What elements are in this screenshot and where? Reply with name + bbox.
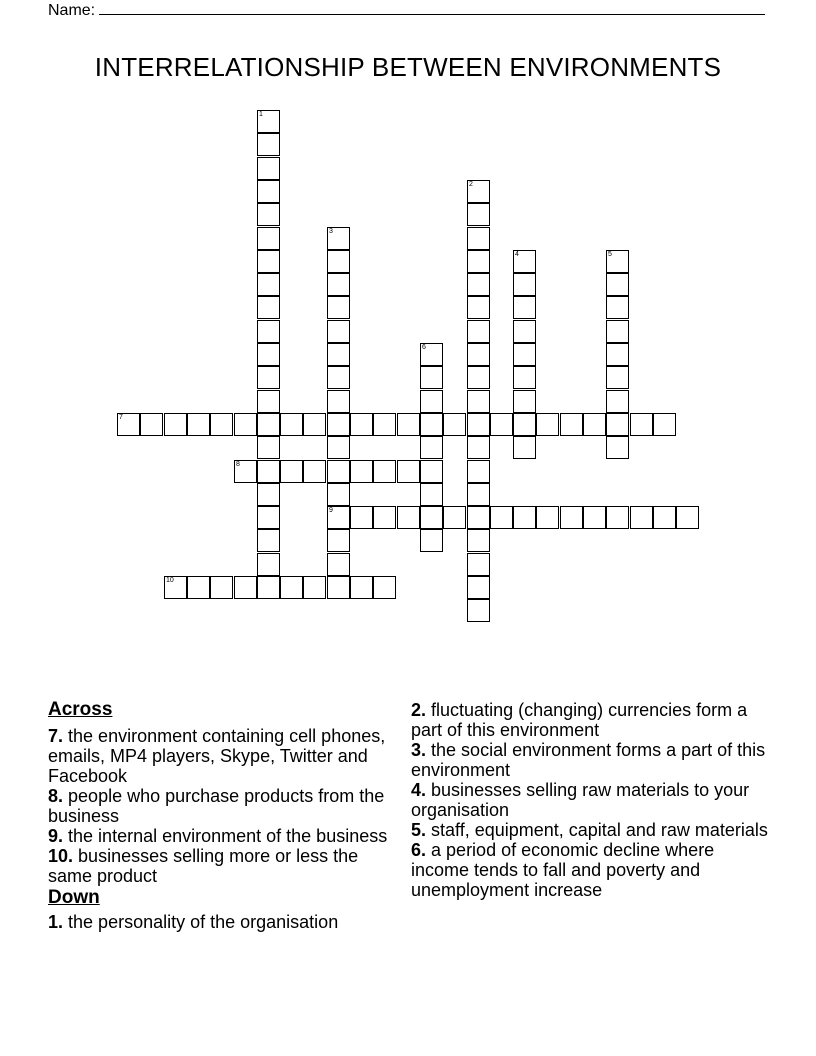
crossword-cell[interactable] bbox=[373, 576, 396, 599]
clue-text: the personality of the organisation bbox=[68, 912, 339, 932]
crossword-cell[interactable] bbox=[350, 576, 373, 599]
crossword-cell[interactable] bbox=[397, 506, 420, 529]
crossword-cell[interactable] bbox=[630, 413, 653, 436]
crossword-cell[interactable] bbox=[420, 366, 443, 389]
crossword-cell[interactable] bbox=[653, 413, 676, 436]
crossword-cell[interactable] bbox=[327, 227, 350, 250]
crossword-cell[interactable] bbox=[606, 296, 629, 319]
crossword-cell[interactable] bbox=[327, 343, 350, 366]
crossword-cell[interactable] bbox=[257, 227, 280, 250]
clue-down-5 bbox=[411, 820, 771, 840]
crossword-cell[interactable] bbox=[257, 320, 280, 343]
clue-number: 3. bbox=[411, 740, 427, 760]
page-title: INTERRELATIONSHIP BETWEEN ENVIRONMENTS bbox=[94, 52, 722, 82]
clue-number: 9. bbox=[48, 826, 64, 846]
crossword-cell[interactable] bbox=[420, 506, 443, 529]
clue-number: 6. bbox=[411, 840, 427, 860]
crossword-cell[interactable] bbox=[490, 506, 513, 529]
crossword-cell[interactable] bbox=[327, 436, 350, 459]
clue-text: businesses selling more or less the same product bbox=[48, 846, 359, 886]
crossword-cell[interactable] bbox=[513, 413, 536, 436]
clue-across-10 bbox=[48, 846, 393, 886]
crossword-cell[interactable] bbox=[257, 553, 280, 576]
crossword-cell[interactable] bbox=[467, 227, 490, 250]
crossword-cell[interactable] bbox=[350, 413, 373, 436]
crossword-cell[interactable] bbox=[210, 413, 233, 436]
crossword-cell[interactable] bbox=[467, 273, 490, 296]
clue-text: the internal environment of the business bbox=[68, 826, 388, 846]
crossword-cell[interactable] bbox=[467, 436, 490, 459]
crossword-cell[interactable] bbox=[420, 343, 443, 366]
crossword-cell[interactable] bbox=[327, 250, 350, 273]
crossword-cell[interactable] bbox=[234, 460, 257, 483]
crossword-cell[interactable] bbox=[467, 180, 490, 203]
cell-number: 6 bbox=[422, 344, 426, 351]
clue-across-7 bbox=[48, 726, 393, 786]
crossword-cell[interactable] bbox=[490, 413, 513, 436]
crossword-cell[interactable] bbox=[257, 460, 280, 483]
crossword-cell[interactable] bbox=[606, 366, 629, 389]
crossword-cell[interactable] bbox=[513, 250, 536, 273]
crossword-cell[interactable] bbox=[676, 506, 699, 529]
crossword-cell[interactable] bbox=[606, 390, 629, 413]
crossword-cell[interactable] bbox=[257, 110, 280, 133]
crossword-cell[interactable] bbox=[467, 390, 490, 413]
crossword-cell[interactable] bbox=[140, 413, 163, 436]
crossword-cell[interactable] bbox=[467, 343, 490, 366]
crossword-cell[interactable] bbox=[280, 460, 303, 483]
crossword-cell[interactable] bbox=[397, 413, 420, 436]
crossword-cell[interactable] bbox=[467, 366, 490, 389]
crossword-cell[interactable] bbox=[373, 413, 396, 436]
down-heading: Down bbox=[48, 887, 100, 908]
crossword-cell[interactable] bbox=[327, 273, 350, 296]
clue-down-3 bbox=[411, 740, 771, 780]
crossword-cell[interactable] bbox=[327, 529, 350, 552]
cell-number: 10 bbox=[166, 577, 174, 584]
clue-number: 10. bbox=[48, 846, 74, 866]
crossword-cell[interactable] bbox=[327, 366, 350, 389]
crossword-cell[interactable] bbox=[257, 390, 280, 413]
cell-number: 5 bbox=[608, 251, 612, 258]
crossword-cell[interactable] bbox=[257, 413, 280, 436]
crossword-cell[interactable] bbox=[327, 390, 350, 413]
crossword-cell[interactable] bbox=[257, 180, 280, 203]
clues-right-column bbox=[411, 700, 771, 900]
crossword-cell[interactable] bbox=[397, 460, 420, 483]
crossword-cell[interactable] bbox=[303, 576, 326, 599]
crossword-cell[interactable] bbox=[443, 506, 466, 529]
crossword-cell[interactable] bbox=[280, 576, 303, 599]
crossword-cell[interactable] bbox=[513, 506, 536, 529]
crossword-cell[interactable] bbox=[234, 576, 257, 599]
cell-number: 2 bbox=[469, 181, 473, 188]
crossword-cell[interactable] bbox=[513, 343, 536, 366]
crossword-cell[interactable] bbox=[606, 343, 629, 366]
clue-across-9 bbox=[48, 826, 393, 846]
clue-number: 7. bbox=[48, 726, 64, 746]
crossword-cell[interactable] bbox=[467, 576, 490, 599]
clue-text: people who purchase products from the business bbox=[48, 786, 385, 826]
crossword-cell[interactable] bbox=[257, 133, 280, 156]
crossword-cell[interactable] bbox=[327, 483, 350, 506]
clue-text: businesses selling raw materials to your organisation bbox=[411, 780, 750, 820]
crossword-cell[interactable] bbox=[350, 460, 373, 483]
clue-text: the social environment forms a part of this environment bbox=[411, 740, 766, 780]
crossword-cell[interactable] bbox=[327, 296, 350, 319]
crossword-cell[interactable] bbox=[467, 506, 490, 529]
crossword-cell[interactable] bbox=[327, 413, 350, 436]
clue-number: 1. bbox=[48, 912, 64, 932]
clue-text: staff, equipment, capital and raw materials bbox=[431, 820, 768, 840]
crossword-cell[interactable] bbox=[467, 250, 490, 273]
clue-text: the environment containing cell phones, emails, MP4 players, Skype, Twitter and Facebook bbox=[48, 726, 386, 786]
clues-left-column bbox=[48, 700, 393, 932]
crossword-cell[interactable] bbox=[257, 529, 280, 552]
crossword-cell[interactable] bbox=[420, 529, 443, 552]
crossword-cell[interactable] bbox=[467, 529, 490, 552]
crossword-cell[interactable] bbox=[303, 413, 326, 436]
crossword-cell[interactable] bbox=[210, 576, 233, 599]
crossword-cell[interactable] bbox=[536, 506, 559, 529]
crossword-cell[interactable] bbox=[257, 250, 280, 273]
crossword-cell[interactable] bbox=[513, 390, 536, 413]
clue-down-2 bbox=[411, 700, 771, 740]
clue-number: 5. bbox=[411, 820, 427, 840]
crossword-cell[interactable] bbox=[420, 460, 443, 483]
crossword-cell[interactable] bbox=[513, 320, 536, 343]
cell-number: 3 bbox=[329, 228, 333, 235]
clue-number: 4. bbox=[411, 780, 427, 800]
crossword-cell[interactable] bbox=[467, 296, 490, 319]
crossword-cell[interactable] bbox=[513, 366, 536, 389]
crossword-cell[interactable] bbox=[350, 506, 373, 529]
crossword-cell[interactable] bbox=[257, 203, 280, 226]
crossword-cell[interactable] bbox=[257, 296, 280, 319]
crossword-cell[interactable] bbox=[327, 460, 350, 483]
crossword-cell[interactable] bbox=[606, 436, 629, 459]
clue-across-8 bbox=[48, 786, 393, 826]
crossword-cell[interactable] bbox=[467, 483, 490, 506]
crossword-cell[interactable] bbox=[257, 436, 280, 459]
crossword-cell[interactable] bbox=[513, 296, 536, 319]
clue-down-1 bbox=[48, 912, 393, 932]
crossword-cell[interactable] bbox=[327, 320, 350, 343]
crossword-cell[interactable] bbox=[327, 553, 350, 576]
crossword-cell[interactable] bbox=[373, 460, 396, 483]
crossword-cell[interactable] bbox=[303, 460, 326, 483]
crossword-cell[interactable] bbox=[467, 553, 490, 576]
cell-number: 1 bbox=[259, 111, 263, 118]
crossword-cell[interactable] bbox=[257, 483, 280, 506]
crossword-cell[interactable] bbox=[257, 343, 280, 366]
crossword-cell[interactable] bbox=[606, 506, 629, 529]
crossword-cell[interactable] bbox=[560, 413, 583, 436]
crossword-cell[interactable] bbox=[467, 599, 490, 622]
across-heading: Across bbox=[48, 699, 113, 720]
crossword-cell[interactable] bbox=[467, 320, 490, 343]
crossword-cell[interactable] bbox=[187, 576, 210, 599]
crossword-cell[interactable] bbox=[606, 250, 629, 273]
crossword-cell[interactable] bbox=[234, 413, 257, 436]
crossword-cell[interactable] bbox=[443, 413, 466, 436]
cell-number: 8 bbox=[236, 461, 240, 468]
crossword-cell[interactable] bbox=[560, 506, 583, 529]
crossword-cell[interactable] bbox=[606, 413, 629, 436]
crossword-cell[interactable] bbox=[117, 413, 140, 436]
crossword-cell[interactable] bbox=[420, 483, 443, 506]
crossword-cell[interactable] bbox=[257, 366, 280, 389]
cell-number: 9 bbox=[329, 507, 333, 514]
crossword-cell[interactable] bbox=[653, 506, 676, 529]
crossword-cell[interactable] bbox=[606, 273, 629, 296]
crossword-cell[interactable] bbox=[583, 413, 606, 436]
crossword-cell[interactable] bbox=[630, 506, 653, 529]
name-label: Name: bbox=[48, 2, 96, 19]
clue-down-6 bbox=[411, 840, 771, 900]
crossword-cell[interactable] bbox=[257, 273, 280, 296]
crossword-cell[interactable] bbox=[467, 203, 490, 226]
clue-text: a period of economic decline where income tends to fall and poverty and unemployment increase bbox=[411, 840, 715, 900]
crossword-cell[interactable] bbox=[467, 413, 490, 436]
crossword-cell[interactable] bbox=[420, 436, 443, 459]
clue-number: 8. bbox=[48, 786, 64, 806]
crossword-cell[interactable] bbox=[257, 157, 280, 180]
crossword-cell[interactable] bbox=[420, 413, 443, 436]
crossword-cell[interactable] bbox=[257, 506, 280, 529]
clue-text: fluctuating (changing) currencies form a part of this environment bbox=[411, 700, 748, 740]
clue-number: 2. bbox=[411, 700, 427, 720]
crossword-cell[interactable] bbox=[606, 320, 629, 343]
crossword-cell[interactable] bbox=[513, 436, 536, 459]
crossword-cell[interactable] bbox=[583, 506, 606, 529]
cell-number: 4 bbox=[515, 251, 519, 258]
crossword-cell[interactable] bbox=[257, 576, 280, 599]
crossword-cell[interactable] bbox=[467, 460, 490, 483]
crossword-cell[interactable] bbox=[373, 506, 396, 529]
crossword-cell[interactable] bbox=[187, 413, 210, 436]
crossword-cell[interactable] bbox=[513, 273, 536, 296]
crossword-cell[interactable] bbox=[280, 413, 303, 436]
crossword-cell[interactable] bbox=[164, 413, 187, 436]
cell-number: 7 bbox=[119, 414, 123, 421]
crossword-cell[interactable] bbox=[327, 506, 350, 529]
crossword-cell[interactable] bbox=[420, 390, 443, 413]
crossword-cell[interactable] bbox=[164, 576, 187, 599]
crossword-cell[interactable] bbox=[327, 576, 350, 599]
clue-down-4 bbox=[411, 780, 771, 820]
crossword-cell[interactable] bbox=[536, 413, 559, 436]
